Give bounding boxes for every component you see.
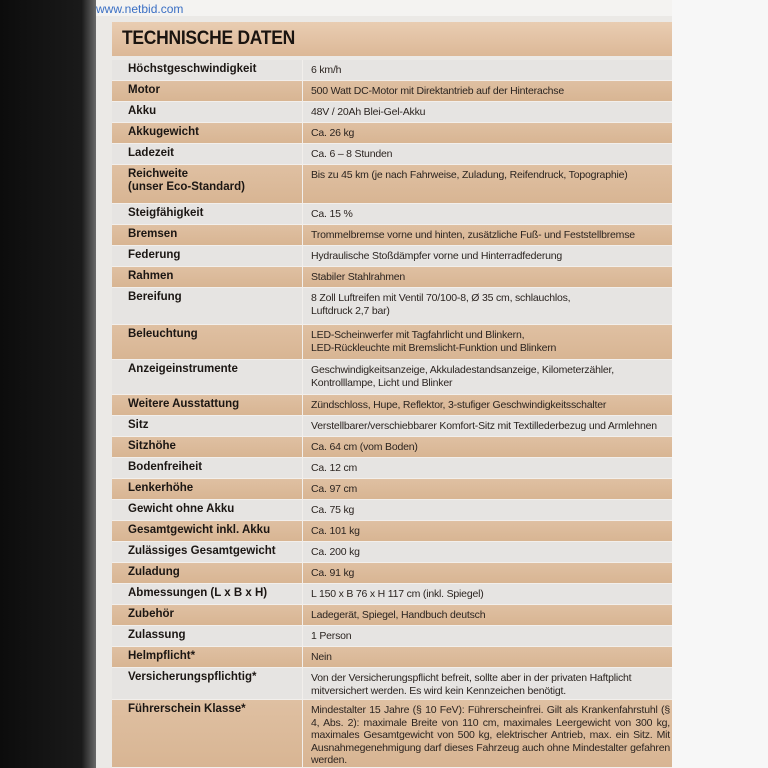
table-row [112, 395, 672, 416]
table-row [112, 500, 672, 521]
spec-table [112, 60, 672, 768]
table-row [112, 458, 672, 479]
row-label: Zulassung [128, 629, 186, 641]
row-value: Trommelbremse vorne und hinten, zusätzliche Fuß- und Feststellbremse [302, 225, 672, 245]
table-row [112, 225, 672, 246]
row-value: 6 km/h [302, 60, 672, 80]
row-value: Ca. 64 cm (vom Boden) [302, 437, 672, 457]
row-value: Ca. 26 kg [302, 123, 672, 143]
row-label: Sitz [128, 419, 149, 431]
table-row [112, 60, 672, 81]
row-label: Bremsen [128, 228, 178, 240]
row-label: Zuladung [128, 566, 180, 578]
row-label: Motor [128, 84, 160, 96]
row-label: Reichweite (unser Eco-Standard) [128, 168, 245, 193]
row-label: Versicherungspflichtig* [128, 671, 257, 683]
table-row [112, 102, 672, 123]
table-row [112, 700, 672, 768]
table-row [112, 360, 672, 395]
row-value: Bis zu 45 km (je nach Fahrweise, Zuladung, Reifendruck, Topographie) [302, 165, 672, 203]
row-label: Akku [128, 105, 157, 117]
row-value: 1 Person [302, 626, 672, 646]
row-value: Verstellbarer/verschiebbarer Komfort-Sitz mit Textillederbezug und Armlehnen [302, 416, 672, 436]
row-value: Nein [302, 647, 672, 667]
row-label: Akkugewicht [128, 126, 199, 138]
row-value: Stabiler Stahlrahmen [302, 267, 672, 287]
row-value: 8 Zoll Luftreifen mit Ventil 70/100-8, Ø 35 cm, schlauchlos, Luftdruck 2,7 bar) [302, 288, 672, 324]
table-row [112, 668, 672, 700]
table-row [112, 626, 672, 647]
row-value: Ladegerät, Spiegel, Handbuch deutsch [302, 605, 672, 625]
table-row [112, 165, 672, 204]
photo-right-margin [672, 0, 768, 768]
row-value: Ca. 75 kg [302, 500, 672, 520]
page-title: TECHNISCHE DATEN [122, 28, 295, 49]
table-row [112, 267, 672, 288]
row-label: Bodenfreiheit [128, 461, 203, 473]
table-row [112, 246, 672, 267]
row-value: Zündschloss, Hupe, Reflektor, 3-stufiger Geschwindigkeitsschalter [302, 395, 672, 415]
row-label: Bereifung [128, 291, 182, 303]
row-label: Höchstgeschwindigkeit [128, 63, 257, 75]
row-value: Geschwindigkeitsanzeige, Akkuladestandsanzeige, Kilometerzähler, Kontrolllampe, Licht und Blinker [302, 360, 672, 394]
table-row [112, 81, 672, 102]
table-row [112, 416, 672, 437]
table-row [112, 584, 672, 605]
row-label: Rahmen [128, 270, 174, 282]
row-value: 500 Watt DC-Motor mit Direktantrieb auf der Hinterachse [302, 81, 672, 101]
row-label: Abmessungen (L x B x H) [128, 587, 268, 599]
row-value: Ca. 6 – 8 Stunden [302, 144, 672, 164]
row-label: Führerschein Klasse* [128, 703, 246, 715]
watermark: www.netbid.com [96, 2, 184, 16]
photo-dark-edge [0, 0, 96, 768]
row-label: Beleuchtung [128, 328, 198, 340]
row-label: Federung [128, 249, 181, 261]
table-row [112, 437, 672, 458]
row-value: Mindestalter 15 Jahre (§ 10 FeV): Führerscheinfrei. Gilt als Krankenfahrstuhl (§ 4, Abs. 2): maximale Breite von 110 cm, maximales Leergewicht von 300 kg, maximales Gesamtgewicht von 500 kg, elektrischer Antrieb, max. ein Sitz. Mit Ausnahmegenehmigung darf dieses Fahrzeug auch ohne Mindestalter gefahren werden. [302, 700, 672, 767]
row-label: Helmpflicht* [128, 650, 196, 662]
row-label: Zulässiges Gesamtgewicht [128, 545, 276, 557]
row-value: Ca. 101 kg [302, 521, 672, 541]
row-value: L 150 x B 76 x H 117 cm (inkl. Spiegel) [302, 584, 672, 604]
row-label: Gesamtgewicht inkl. Akku [128, 524, 271, 536]
row-value: LED-Scheinwerfer mit Tagfahrlicht und Blinkern, LED-Rückleuchte mit Bremslicht-Funktion und Blinkern [302, 325, 672, 359]
row-label: Sitzhöhe [128, 440, 176, 452]
row-value: Ca. 12 cm [302, 458, 672, 478]
table-row [112, 479, 672, 500]
table-row [112, 647, 672, 668]
table-row [112, 542, 672, 563]
row-value: Ca. 97 cm [302, 479, 672, 499]
table-row [112, 325, 672, 360]
row-value: Ca. 15 % [302, 204, 672, 224]
row-value: Hydraulische Stoßdämpfer vorne und Hinterradfederung [302, 246, 672, 266]
table-row [112, 144, 672, 165]
row-value: Ca. 200 kg [302, 542, 672, 562]
row-label: Weitere Ausstattung [128, 398, 240, 410]
table-row [112, 563, 672, 584]
table-row [112, 521, 672, 542]
row-value: Ca. 91 kg [302, 563, 672, 583]
table-row [112, 288, 672, 325]
row-label: Gewicht ohne Akku [128, 503, 235, 515]
row-label: Lenkerhöhe [128, 482, 194, 494]
row-label: Ladezeit [128, 147, 175, 159]
row-value: Von der Versicherungspflicht befreit, sollte aber in der privaten Haftplicht mitversichert werden. Es wird kein Kennzeichen benötigt. [302, 668, 672, 699]
table-row [112, 123, 672, 144]
table-row [112, 605, 672, 626]
row-label: Anzeigeinstrumente [128, 363, 238, 375]
row-label: Zubehör [128, 608, 174, 620]
row-label: Steigfähigkeit [128, 207, 204, 219]
row-value: 48V / 20Ah Blei-Gel-Akku [302, 102, 672, 122]
table-row [112, 204, 672, 225]
